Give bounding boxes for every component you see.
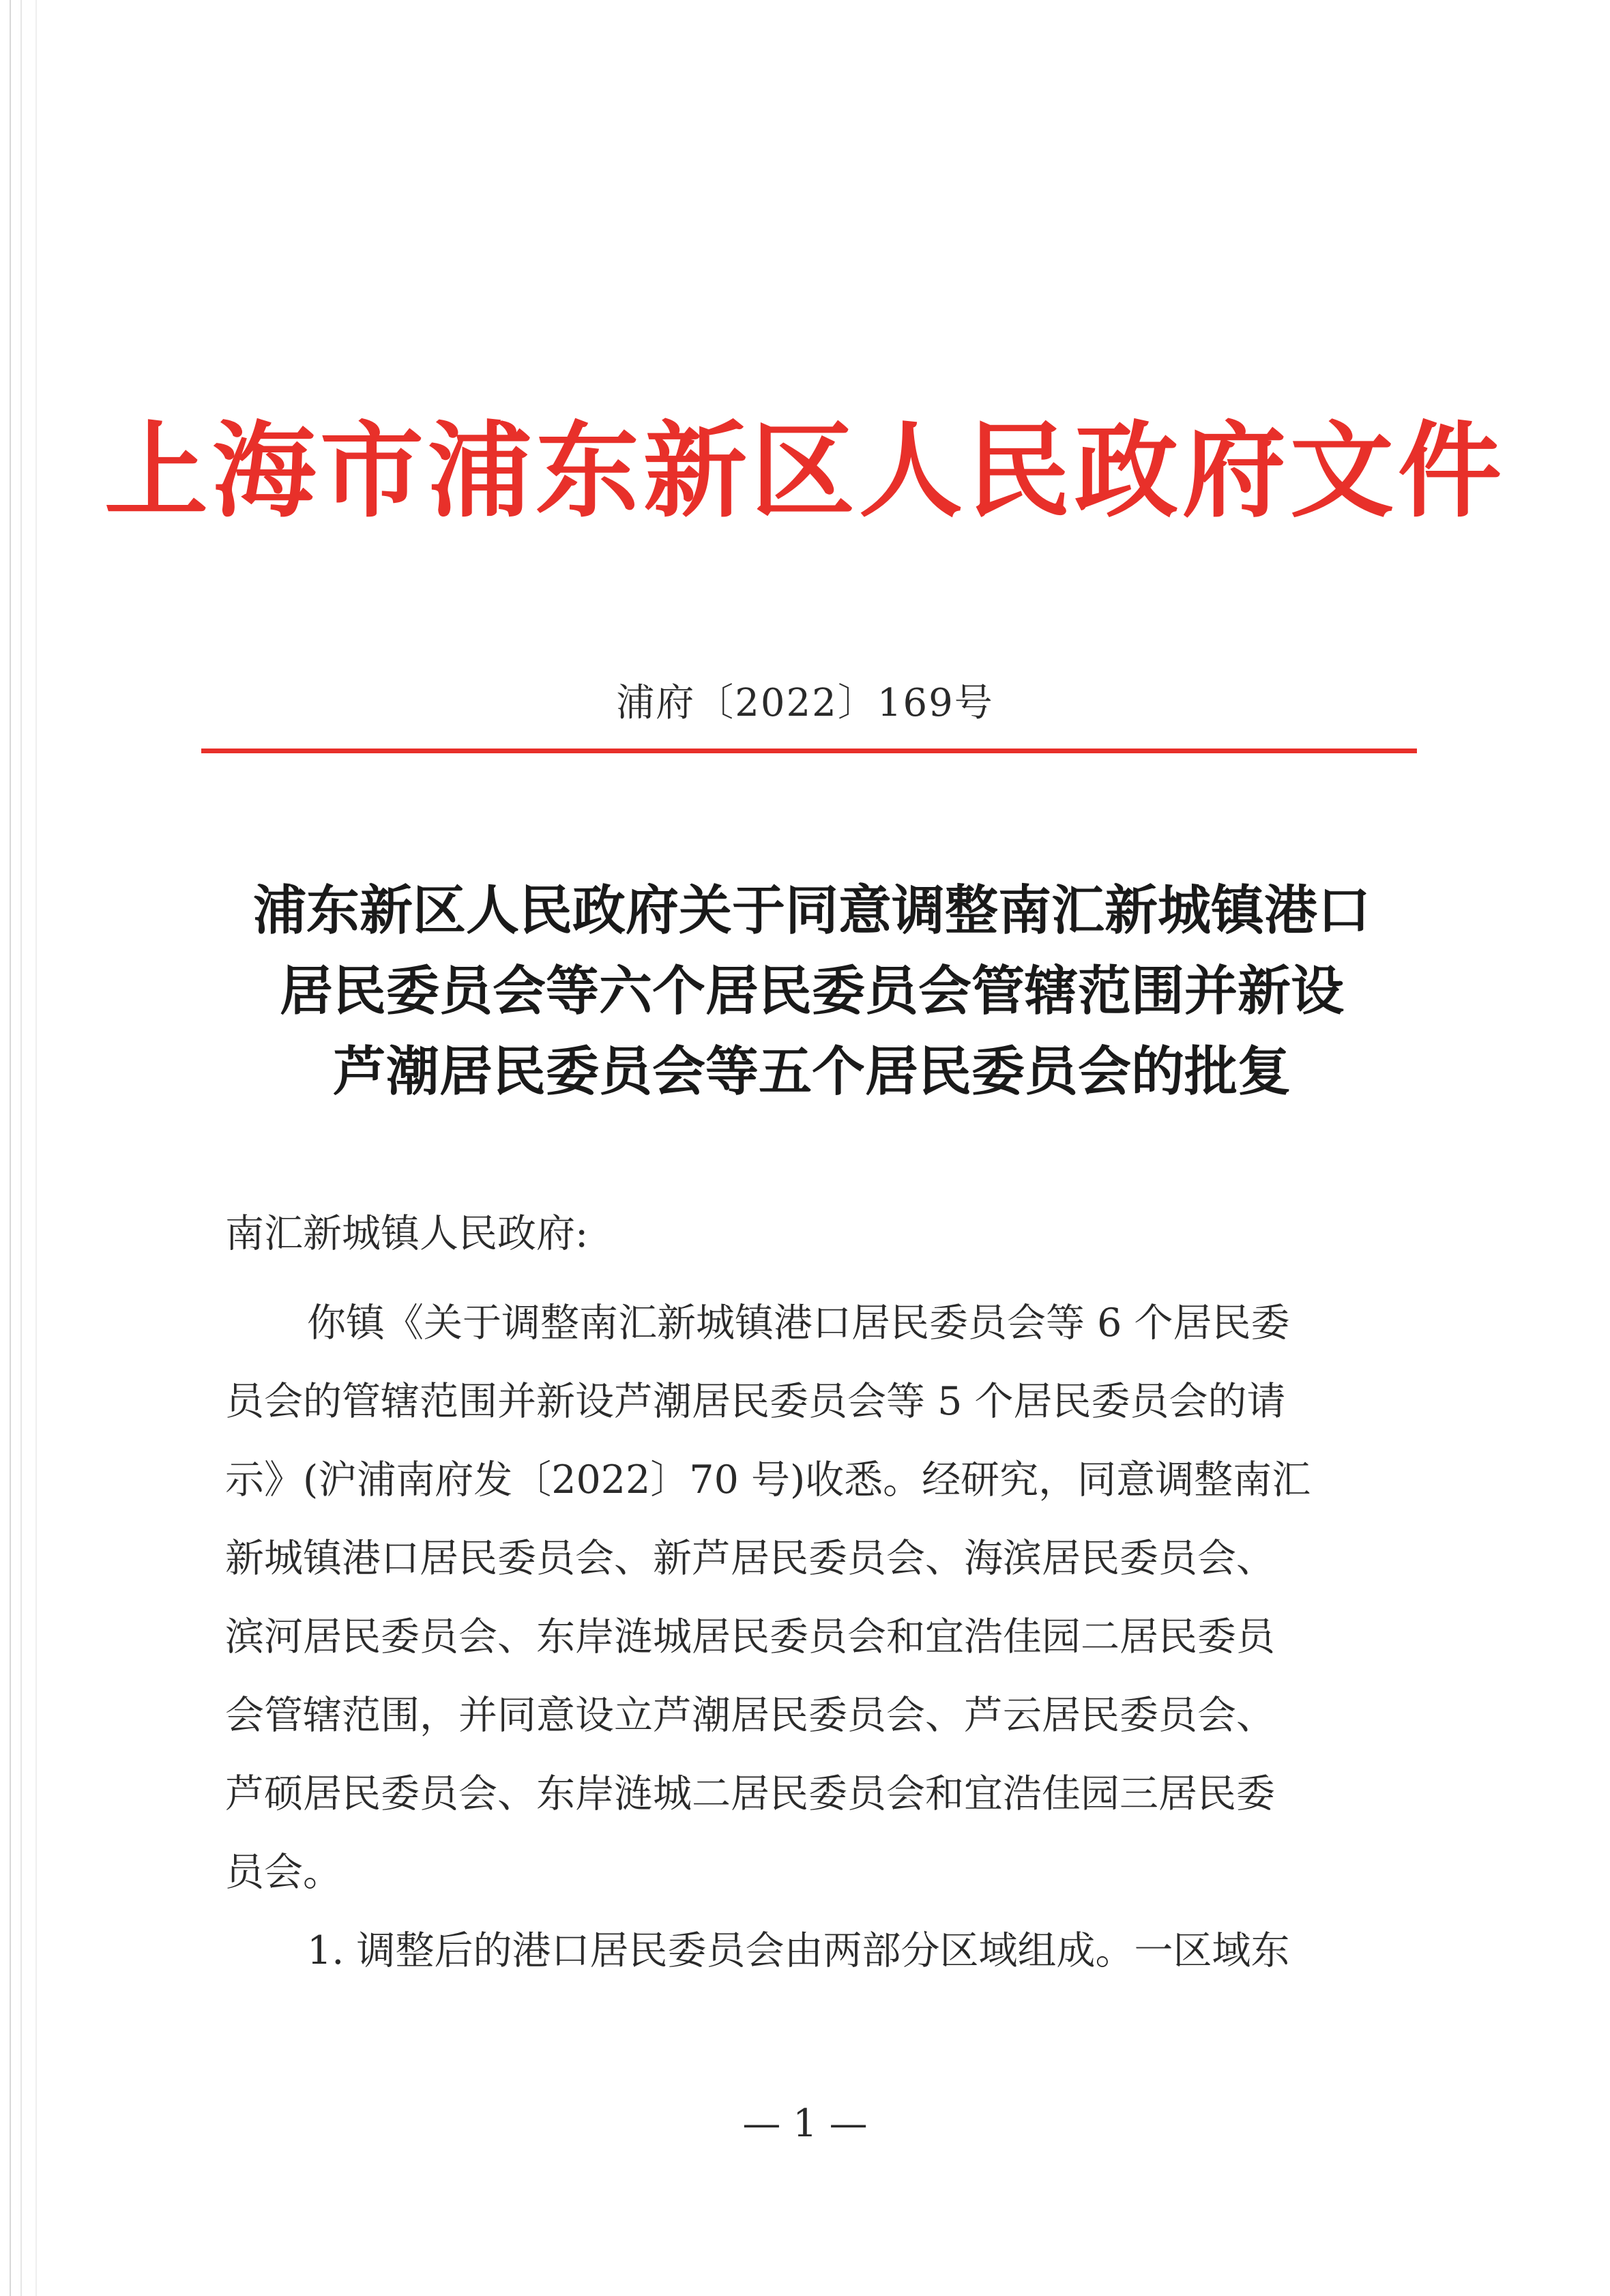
body-line: 芦硕居民委员会、东岸涟城二居民委员会和宜浩佳园三居民委 [225, 1771, 1275, 1816]
scan-edge-left-1 [10, 0, 11, 2296]
body-line: 员会。 [225, 1850, 342, 1895]
body-line: 示》(沪浦南府发〔2022〕70 号)收悉。经研究，同意调整南汇 [225, 1457, 1311, 1502]
scan-edge-left-3 [35, 0, 37, 2296]
subject-line: 芦潮居民委员会等五个居民委员会的批复 [332, 1041, 1291, 1103]
document-body [225, 1284, 1420, 1990]
document-subject [205, 871, 1419, 1112]
document-number: 浦府〔2022〕169号 [616, 681, 994, 725]
page-number: — 1 — [742, 2102, 868, 2146]
body-line: 新城镇港口居民委员会、新芦居民委员会、海滨居民委员会、 [225, 1536, 1275, 1581]
document-header-title: 上海市浦东新区人民政府文件 [104, 409, 1506, 532]
addressee: 南汇新城镇人民政府: [225, 1211, 589, 1256]
subject-line: 居民委员会等六个居民委员会管辖范围并新设 [279, 961, 1344, 1022]
subject-line: 浦东新区人民政府关于同意调整南汇新城镇港口 [252, 880, 1371, 942]
header-divider [201, 749, 1417, 753]
body-line: 1. 调整后的港口居民委员会由两部分区域组成。一区域东 [307, 1928, 1290, 1973]
body-line: 你镇《关于调整南汇新城镇港口居民委员会等 6 个居民委 [307, 1300, 1290, 1346]
scan-edge-left-2 [20, 0, 22, 2296]
body-line: 滨河居民委员会、东岸涟城居民委员会和宜浩佳园二居民委员 [225, 1614, 1275, 1659]
body-line: 会管辖范围，并同意设立芦潮居民委员会、芦云居民委员会、 [225, 1693, 1275, 1738]
body-line: 员会的管辖范围并新设芦潮居民委员会等 5 个居民委员会的请 [225, 1379, 1286, 1424]
